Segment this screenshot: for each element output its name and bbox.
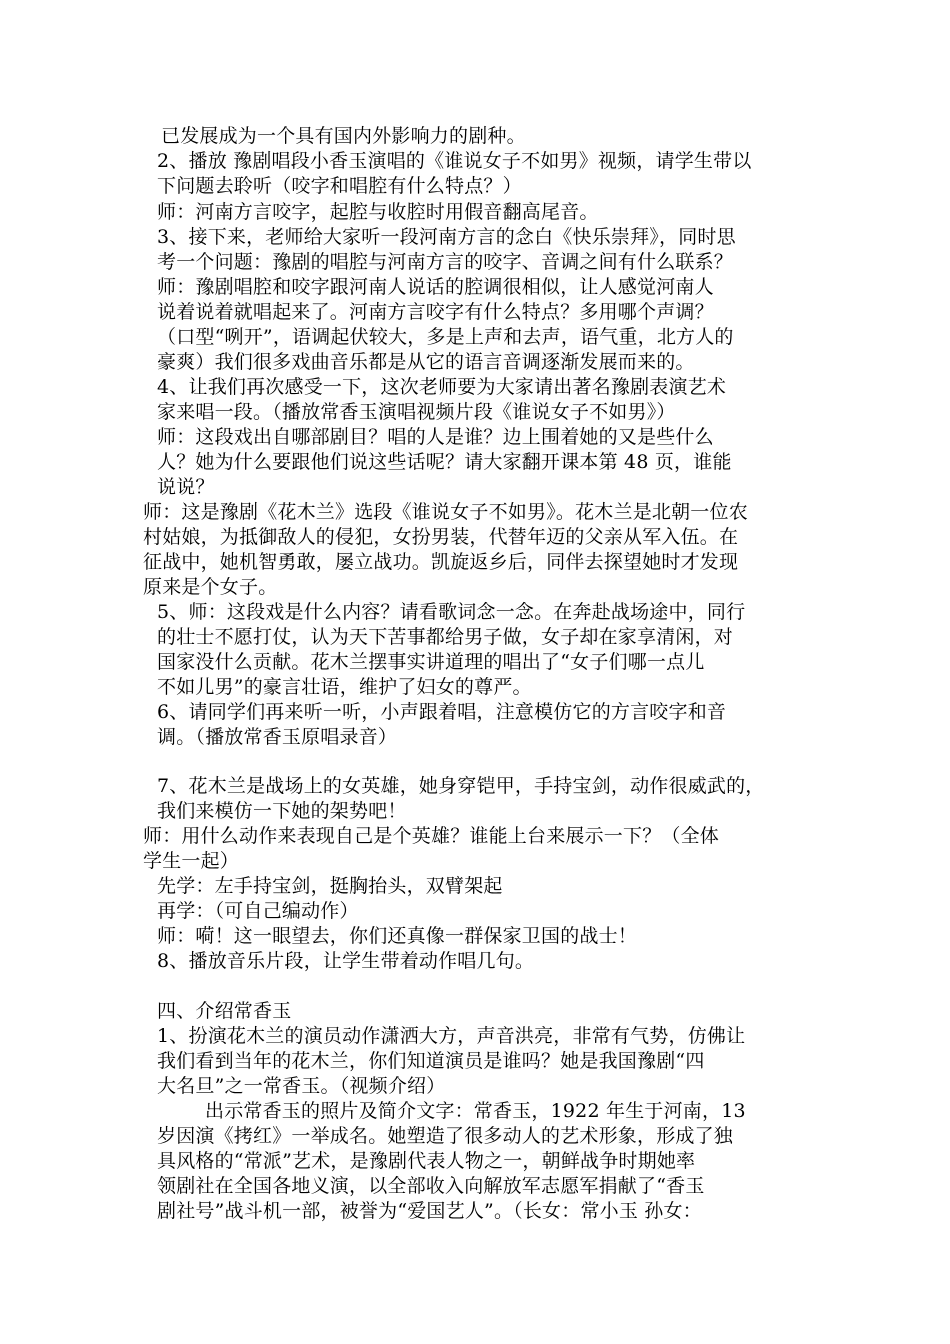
text-line: 师：用什么动作来表现自己是个英雄？谁能上台来展示一下？（全体 [143,825,720,847]
text-line: 调。（播放常香玉原唱录音） [157,726,398,748]
text-line: 我们看到当年的花木兰，你们知道演员是谁吗？她是我国豫剧“四 [157,1050,705,1072]
text-line: 6、请同学们再来听一听，小声跟着唱，注意模仿它的方言咬字和音 [157,701,727,723]
text-line: 2、播放 豫剧唱段小香玉演唱的《谁说女子不如男》视频，请学生带以 [157,150,752,172]
text-line: 村姑娘，为抵御敌人的侵犯，女扮男装，代替年迈的父亲从军入伍。在 [143,526,739,548]
text-line: 征战中，她机智勇敢，屡立战功。凯旋返乡后，同伴去探望她时才发现 [143,551,739,573]
text-line: 具风格的“常派”艺术，是豫剧代表人物之一，朝鲜战争时期她率 [157,1150,696,1172]
text-line: 8、播放音乐片段，让学生带着动作唱几句。 [157,950,535,972]
text-line: 出示常香玉的照片及简介文字：常香玉，1922 年生于河南，13 [205,1100,746,1122]
text-line: （口型“咧开”，语调起伏较大，多是上声和去声，语气重，北方人的 [157,326,734,348]
text-line: 大名旦”之一常香玉。（视频介绍） [157,1075,446,1097]
text-line: 4、让我们再次感受一下，这次老师要为大家请出著名豫剧表演艺术 [157,376,727,398]
text-line: 说说？ [157,476,215,498]
text-line: 下问题去聆听（咬字和唱腔有什么特点？） [157,175,522,197]
text-line: 岁因演《拷红》一举成名。她塑造了很多动人的艺术形象，形成了独 [157,1125,734,1147]
text-line: 师：嗬！这一眼望去，你们还真像一群保家卫国的战士！ [157,925,638,947]
text-line: 师：这段戏出自哪部剧目？唱的人是谁？边上围着她的又是些什么 [157,426,714,448]
text-line: 先学：左手持宝剑，挺胸抬头，双臂架起 [157,875,503,897]
text-line: 人？她为什么要跟他们说这些话呢？请大家翻开课本第 48 页，谁能 [157,451,732,473]
text-line: 原来是个女子。 [143,576,278,598]
text-line: 师：这是豫剧《花木兰》选段《谁说女子不如男》。花木兰是北朝一位农 [143,501,748,523]
text-line: 7、花木兰是战场上的女英雄，她身穿铠甲，手持宝剑，动作很威武的， [157,775,765,797]
text-line: 剧社号”战斗机一部，被誉为“爱国艺人”。（长女：常小玉 孙女： [157,1200,702,1222]
text-line: 5、师：这段戏是什么内容？请看歌词念一念。在奔赴战场途中，同行 [157,601,746,623]
section-heading: 四、介绍常香玉 [157,1000,292,1022]
text-line: 我们来模仿一下她的架势吧！ [157,800,407,822]
text-line: 3、接下来，老师给大家听一段河南方言的念白《快乐崇拜》，同时思 [157,226,736,248]
text-line: 已发展成为一个具有国内外影响力的剧种。 [161,125,526,147]
text-line: 豪爽）我们很多戏曲音乐都是从它的语言音调逐渐发展而来的。 [157,351,695,373]
text-line: 学生一起） [143,850,240,872]
text-line: 家来唱一段。（播放常香玉演唱视频片段《谁说女子不如男》） [157,401,676,423]
text-line: 领剧社在全国各地义演，以全部收入向解放军志愿军捐献了“香玉 [157,1175,705,1197]
text-line: 的壮士不愿打仗，认为天下苦事都给男子做，女子却在家享清闲，对 [157,626,734,648]
text-line: 不如儿男”的豪言壮语，维护了妇女的尊严。 [157,676,532,698]
text-line: 国家没什么贡献。花木兰摆事实讲道理的唱出了“女子们哪一点儿 [157,651,705,673]
text-line: 再学：（可自己编动作） [157,900,359,922]
text-line: 师：河南方言咬字，起腔与收腔时用假音翻高尾音。 [157,201,599,223]
text-line: 考一个问题：豫剧的唱腔与河南方言的咬字、音调之间有什么联系？ [157,251,734,273]
text-line: 1、扮演花木兰的演员动作潇洒大方，声音洪亮，非常有气势，仿佛让 [157,1025,746,1047]
text-line: 师：豫剧唱腔和咬字跟河南人说话的腔调很相似，让人感觉河南人 [157,276,714,298]
text-line: 说着说着就唱起来了。河南方言咬字有什么特点？多用哪个声调？ [157,301,714,323]
